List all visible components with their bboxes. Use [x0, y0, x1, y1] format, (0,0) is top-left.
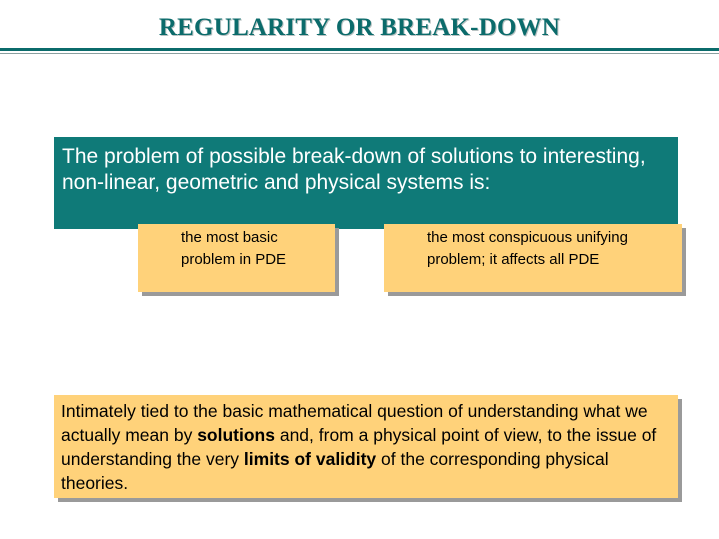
problem-statement-text: The problem of possible break-down of solutions to interesting, non-linear, geometric and physical systems is: — [62, 145, 646, 194]
summary-text-part2: and, from a physical point of view, to the issue of understanding the very — [61, 425, 657, 469]
title-underline-thin — [0, 53, 719, 54]
note-unifying-problem — [384, 224, 682, 292]
note-basic-problem — [138, 224, 335, 292]
summary-bold-limits: limits of validity — [243, 449, 377, 469]
problem-statement-box — [54, 137, 678, 229]
note-basic-problem-text: the most basic problem in PDE — [181, 229, 287, 268]
slide-title: REGULARITY OR BREAK-DOWN — [158, 14, 561, 41]
summary-text-part1: Intimately tied to the basic mathematical question of understanding what we actually mean by — [61, 401, 648, 445]
summary-text-part3: of the corresponding physical theories. — [61, 449, 609, 493]
note-unifying-problem-text: the most conspicuous unifying problem; it affects all PDE — [427, 229, 628, 268]
summary-box — [54, 395, 678, 498]
title-underline — [0, 48, 719, 51]
summary-bold-solutions: solutions — [197, 425, 275, 445]
